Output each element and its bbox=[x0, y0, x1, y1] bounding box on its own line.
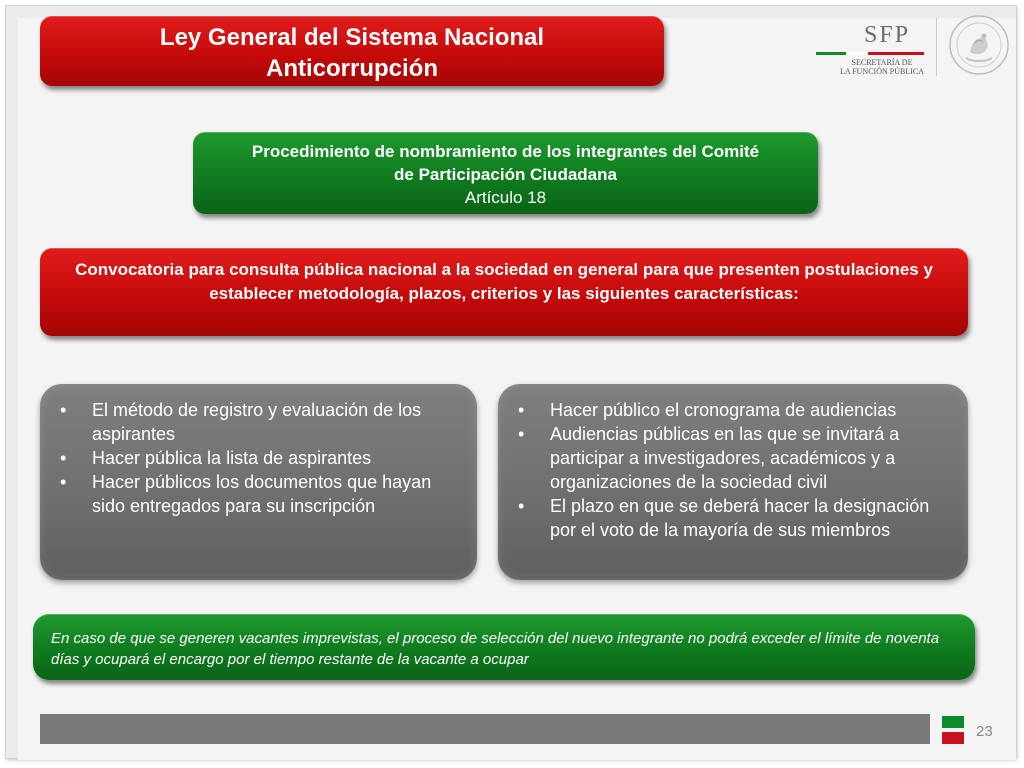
list-item bbox=[58, 446, 459, 470]
vacancy-note-text: En caso de que se generen vacantes imprevistas, el proceso de selección del nuevo integrante no podrá exceder el límite de noventa días y ocupará el encargo por el tiempo restante de la vacante a ocupar bbox=[51, 630, 940, 668]
bullet: • bbox=[60, 448, 67, 468]
footer-bar bbox=[40, 714, 930, 744]
logo-stripe-white bbox=[846, 52, 868, 55]
procedure-box bbox=[193, 132, 818, 214]
list-item-text: El plazo en que se deberá hacer la designación por el voto de la mayoría de sus miembros bbox=[550, 496, 930, 540]
procedure-title-line1: Procedimiento de nombramiento de los integrantes del Comité bbox=[251, 142, 760, 161]
bullet: • bbox=[518, 400, 525, 420]
requirements-list-left bbox=[40, 384, 477, 580]
list-item bbox=[516, 494, 950, 542]
slide-title bbox=[40, 16, 664, 86]
list-item bbox=[58, 470, 459, 518]
slide-title-line1: Ley General del Sistema Nacional bbox=[159, 24, 545, 51]
list-item-text: Hacer pública la lista de aspirantes bbox=[92, 448, 372, 468]
bullet: • bbox=[60, 472, 67, 492]
bullet-list-right bbox=[516, 398, 950, 542]
list-item-text: Hacer públicos los documentos que hayan sido entregados para su inscripción bbox=[92, 472, 432, 516]
logo-divider bbox=[936, 18, 937, 76]
procedure-title-line2: de Participación Ciudadana bbox=[394, 165, 617, 184]
bullet-list-left bbox=[58, 398, 459, 518]
list-item-text: El método de registro y evaluación de los aspirantes bbox=[92, 400, 422, 444]
logo-stripe-green bbox=[816, 52, 846, 55]
bullet: • bbox=[518, 496, 525, 516]
mexican-coat-of-arms-seal-icon bbox=[948, 14, 1010, 76]
sfp-subtitle bbox=[832, 58, 932, 76]
call-text: Convocatoria para consulta pública nacional a la sociedad en general para que presenten postulaciones y establecer metodología, plazos, criterios y las siguientes características: bbox=[75, 260, 933, 303]
procedure-article: Artículo 18 bbox=[464, 188, 547, 207]
sfp-subtitle-line2: LA FUNCIÓN PÚBLICA bbox=[839, 67, 924, 76]
flag-green-square-icon bbox=[942, 716, 964, 728]
page-number: 23 bbox=[976, 723, 993, 740]
requirements-list-right bbox=[498, 384, 968, 580]
logo-stripe-red bbox=[868, 52, 924, 55]
flag-red-square-icon bbox=[942, 732, 964, 744]
sfp-logo bbox=[812, 20, 930, 76]
list-item bbox=[58, 398, 459, 446]
list-item-text: Hacer público el cronograma de audiencias bbox=[550, 400, 897, 420]
sfp-acronym: SFP bbox=[864, 22, 911, 48]
list-item bbox=[516, 422, 950, 494]
bullet: • bbox=[518, 424, 525, 444]
list-item-text: Audiencias públicas en las que se invitará a participar a investigadores, académicos y a organizaciones de la sociedad civil bbox=[550, 424, 900, 492]
bullet: • bbox=[60, 400, 67, 420]
vacancy-note-box bbox=[33, 614, 975, 680]
call-box bbox=[40, 248, 968, 336]
sfp-subtitle-line1: SECRETARÍA DE bbox=[851, 58, 913, 67]
list-item bbox=[516, 398, 950, 422]
slide-title-line2: Anticorrupción bbox=[266, 55, 438, 82]
